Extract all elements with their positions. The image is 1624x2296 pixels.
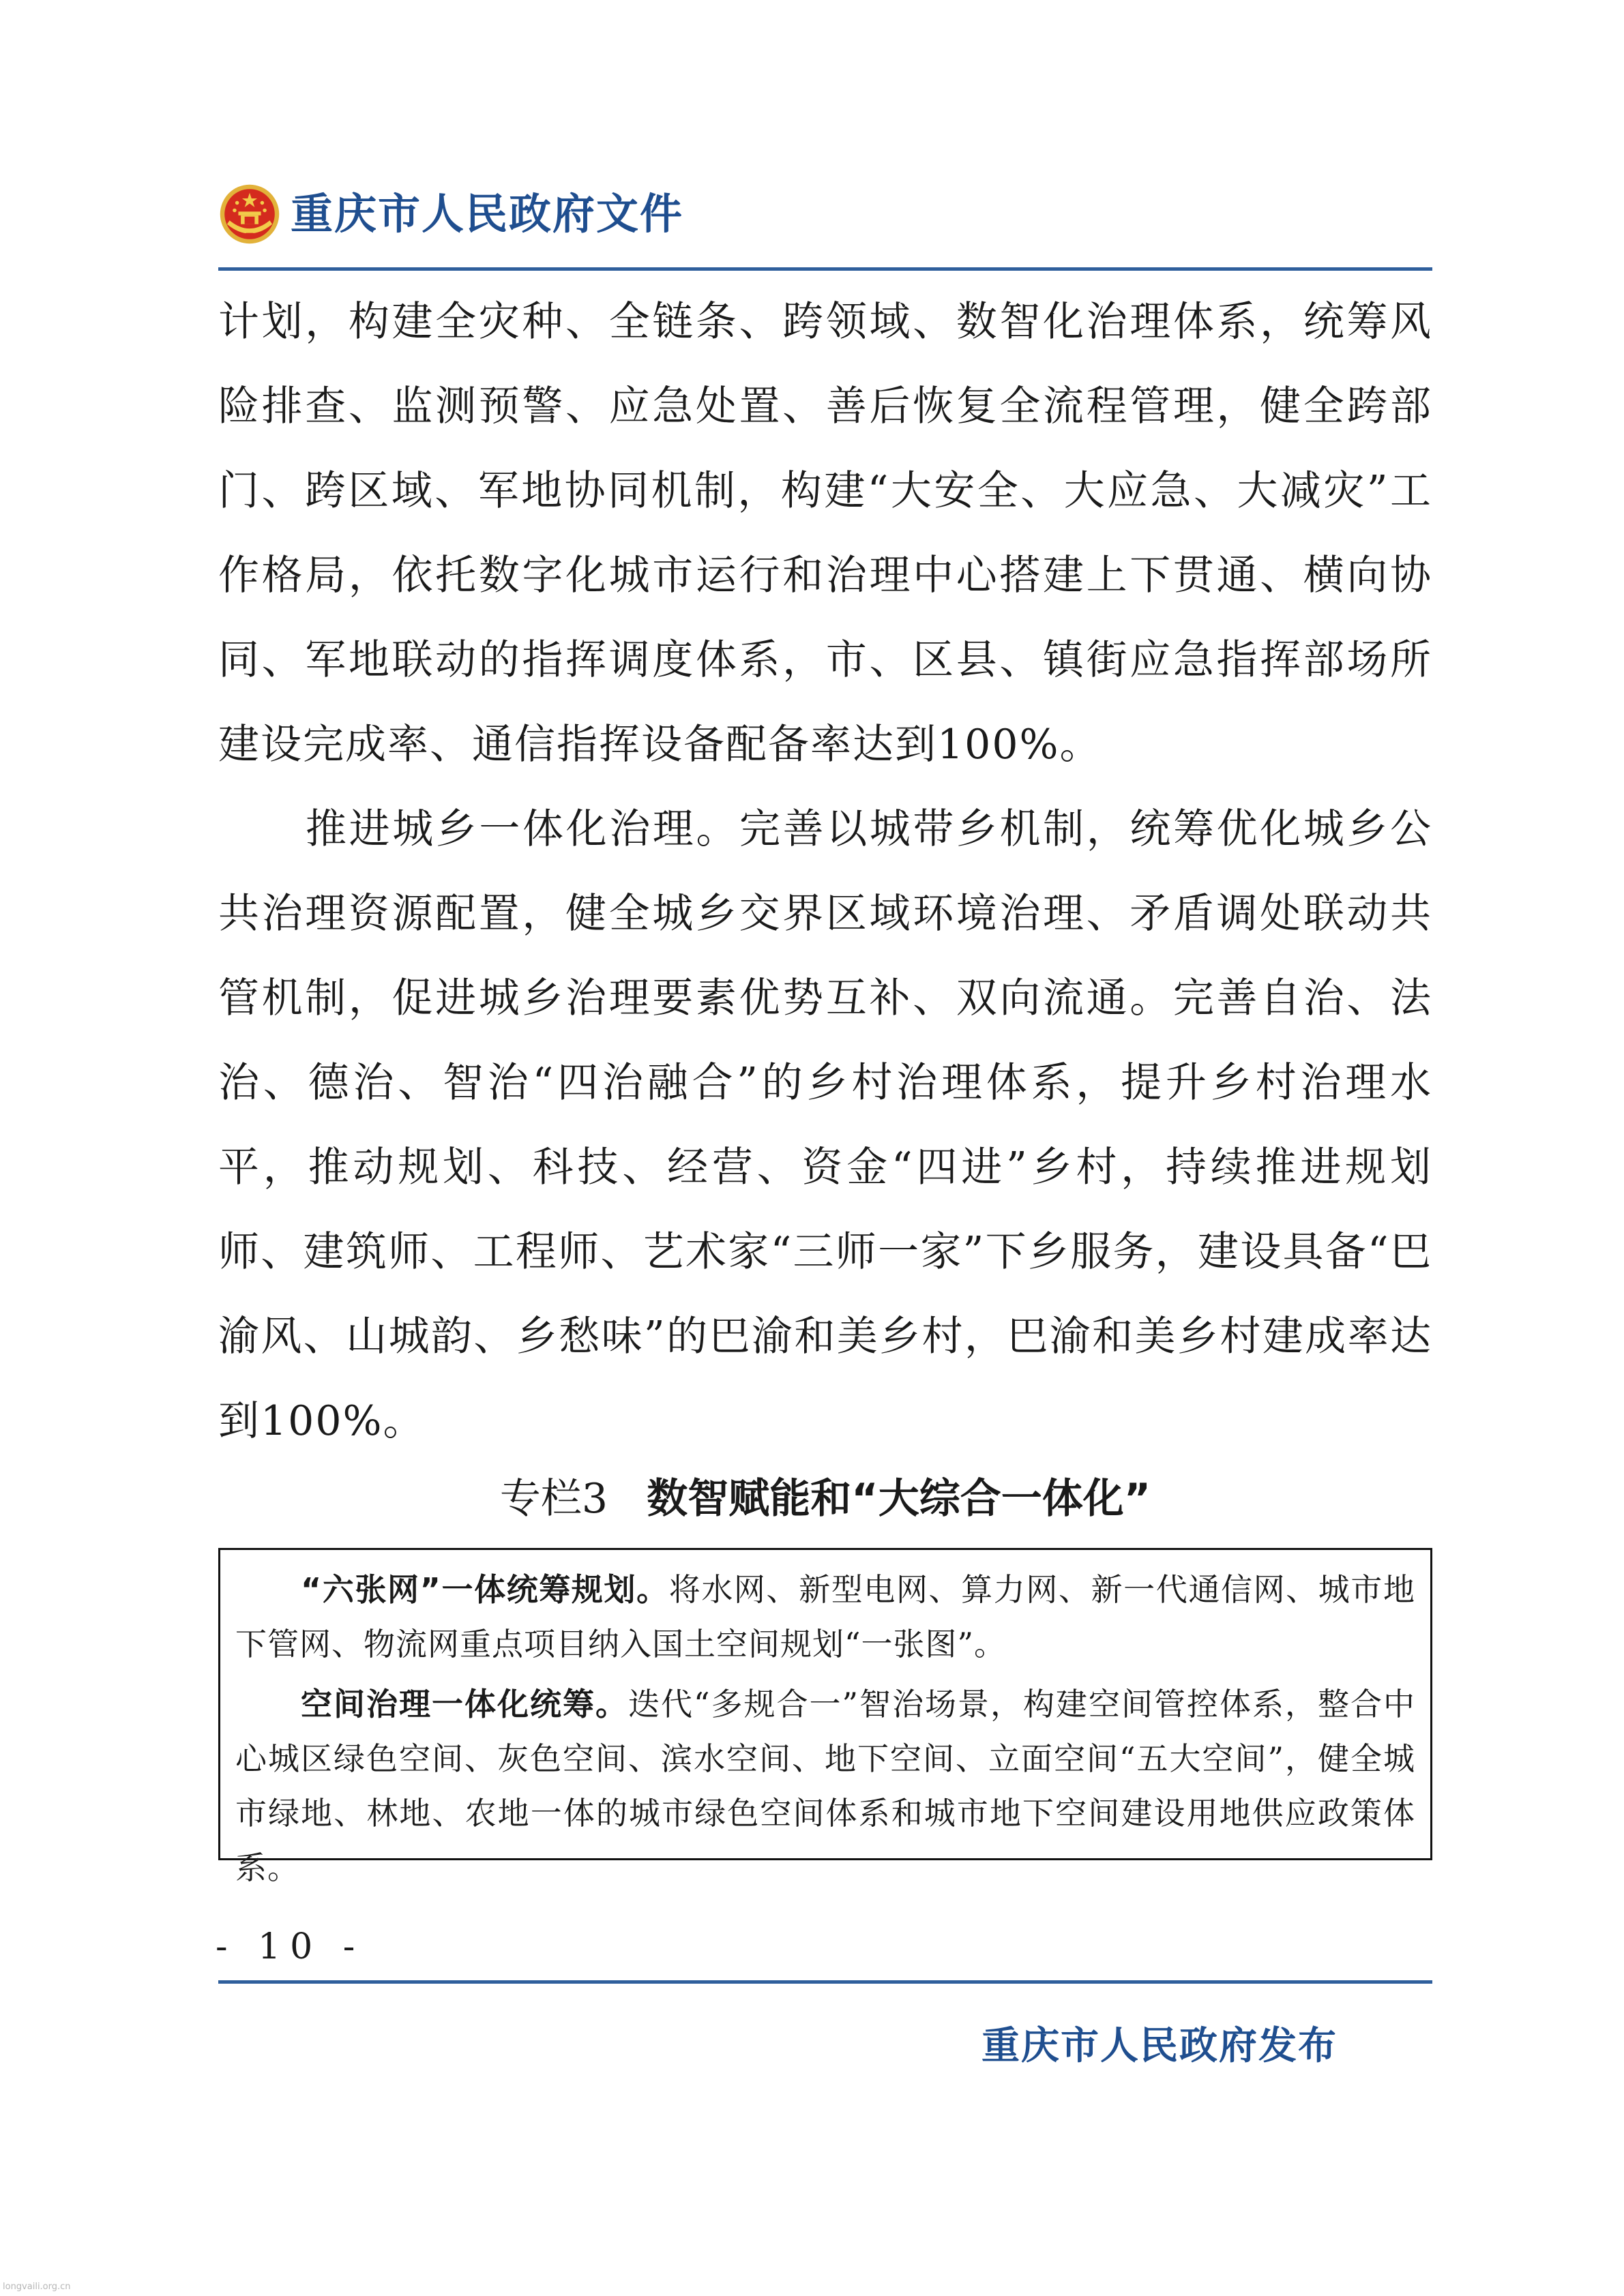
national-emblem-icon bbox=[218, 183, 281, 245]
footer-divider bbox=[218, 1980, 1432, 1984]
box-item bbox=[235, 1562, 1415, 1671]
paragraph-continued: 计划，构建全灾种、全链条、跨领域、数智化治理体系，统筹风险排查、监测预警、应急处置、善后恢复全流程管理，健全跨部门、跨区域、军地协同机制，构建“大安全、大应急、大减灾”工作格局，依托数字化城市运行和治理中心搭建上下贯通、横向协同、军地联动的指挥调度体系，市、区县、镇街应急指挥部场所建设完成率、通信指挥设备配备率达到100%。 bbox=[218, 298, 1432, 769]
box-title bbox=[218, 1465, 1432, 1533]
box-item bbox=[235, 1677, 1415, 1895]
document-header bbox=[218, 183, 683, 245]
box-title-main: 数智赋能和“大综合一体化” bbox=[647, 1475, 1151, 1523]
header-divider bbox=[218, 267, 1432, 271]
header-title: 重庆市人民政府文件 bbox=[291, 189, 684, 239]
box-item-text: 将水网、新型电网、算力网、新一代通信网、城市地下管网、物流网重点项目纳入国土空间规划“一张图”。 bbox=[235, 1571, 1416, 1663]
page-number: - 10 - bbox=[216, 1926, 365, 1967]
publisher-label: 重庆市人民政府发布 bbox=[981, 2023, 1338, 2068]
paragraph-urban-rural-governance: 推进城乡一体化治理。完善以城带乡机制，统筹优化城乡公共治理资源配置，健全城乡交界区域环境治理、矛盾调处联动共管机制，促进城乡治理要素优势互补、双向流通。完善自治、法治、德治、智治“四治融合”的乡村治理体系，提升乡村治理水平，推动规划、科技、经营、资金“四进”乡村，持续推进规划师、建筑师、工程师、艺术家“三师一家”下乡服务，建设具备“巴渝风、山城韵、乡愁味”的巴渝和美乡村，巴渝和美乡村建成率达到100%。 bbox=[218, 805, 1432, 1445]
box-title-prefix: 专栏3 bbox=[499, 1475, 608, 1523]
box-item-heading: 空间治理一体化统筹。 bbox=[301, 1686, 628, 1723]
box-item-text: 迭代“多规合一”智治场景，构建空间管控体系，整合中心城区绿色空间、灰色空间、滨水空间、地下空间、立面空间“五大空间”，健全城市绿地、林地、农地一体的城市绿色空间体系和城市地下空间建设用地供应政策体系。 bbox=[235, 1686, 1416, 1886]
watermark: longvaili.org.cn bbox=[3, 2282, 71, 2292]
box-item-heading: “六张网”一体统筹规划。 bbox=[301, 1571, 669, 1608]
body-text bbox=[218, 280, 1432, 1463]
special-column-box bbox=[218, 1548, 1432, 1886]
